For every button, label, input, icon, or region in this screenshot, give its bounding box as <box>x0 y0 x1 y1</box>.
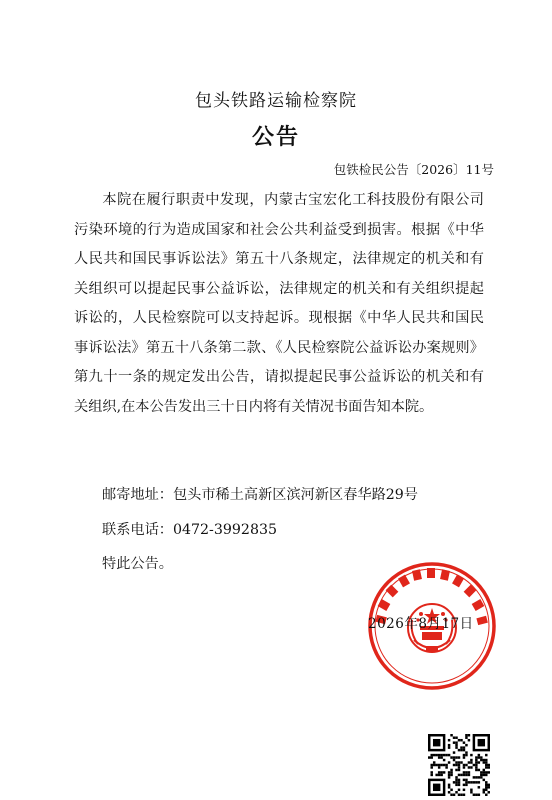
page-title: 公告 <box>251 124 300 150</box>
document-number: 包铁检民公告〔2026〕11号 <box>333 162 494 177</box>
body-paragraph: 本院在履行职责中发现，内蒙古宝宏化工科技股份有限公司污染环境的行为造成国家和社会公共利益受到损害。根据《中华人民共和国民事诉讼法》第五十八条规定，法律规定的机关和有关组织可以提起民事公益诉讼，法律规定的机关和有关组织提起诉讼的，人民检察院可以支持起诉。现根据《中华人民共和国民事诉讼法》第五十八条第二款、《人民检察院公益诉讼办案规则》第九十一条的规定发出公告，请拟提起民事公益诉讼的机关和有关组织,在本公告发出三十日内将有关情况书面告知本院。 <box>74 192 484 415</box>
closing-statement: 特此公告。 <box>102 556 173 572</box>
contact-phone: 联系电话：0472-3992835 <box>102 522 278 538</box>
announcement-body <box>74 186 484 422</box>
qr-code-icon[interactable] <box>428 734 490 796</box>
organization-name: 包头铁路运输检察院 <box>195 91 357 111</box>
announcement-date: 2026年8月17日 <box>368 616 474 632</box>
mailing-address: 邮寄地址：包头市稀土高新区滨河新区春华路29号 <box>102 487 418 503</box>
